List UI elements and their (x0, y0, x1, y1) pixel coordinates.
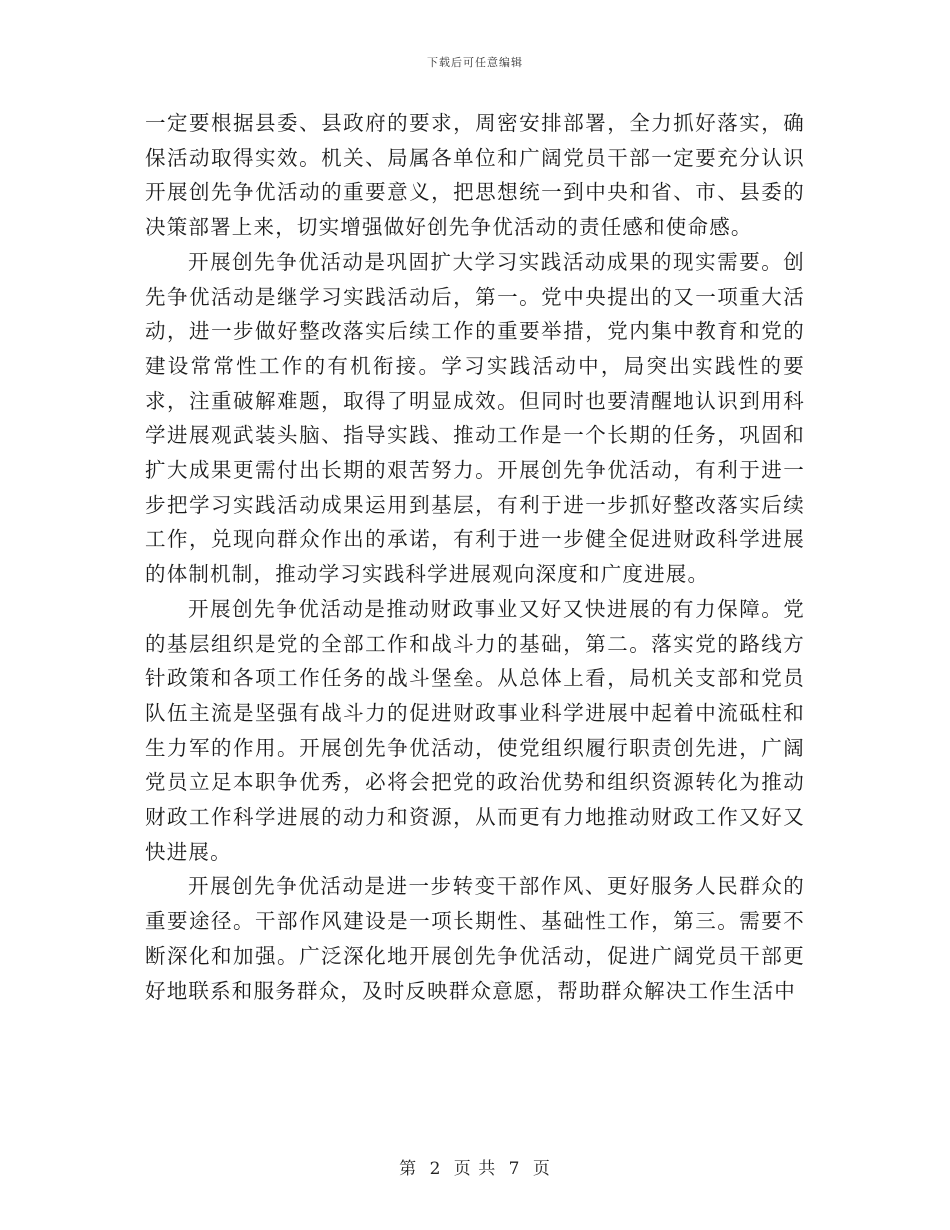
paragraph-4: 开展创先争优活动是进一步转变干部作风、更好服务人民群众的重要途径。干部作风建设是一项长期性、基础性工作，第三。需要不断深化和加强。广泛深化地开展创先争优活动，促进广阔党员干部更好地联系和服务群众，及时反映群众意愿，帮助群众解决工作生活中 (145, 874, 805, 1003)
page-mid-text: 页 共 (453, 1159, 497, 1179)
document-body (145, 106, 805, 1008)
total-pages-number: 7 (508, 1159, 521, 1179)
page-prefix: 第 (399, 1159, 418, 1179)
header-note: 下载后可任意编辑 (427, 56, 523, 69)
paragraph-2: 开展创先争优活动是巩固扩大学习实践活动成果的现实需要。创先争优活动是继学习实践活动后，第一。党中央提出的又一项重大活动，进一步做好整改落实后续工作的重要举措，党内集中教育和党的建设常常性工作的有机衔接。学习实践活动中，局突出实践性的要求，注重破解难题，取得了明显成效。但同时也要清醒地认识到用科学进展观武装头脑、指导实践、推动工作是一个长期的任务，巩固和扩大成果更需付出长期的艰苦努力。开展创先争优活动，有利于进一步把学习实践活动成果运用到基层，有利于进一步抓好整改落实后续工作，兑现向群众作出的承诺，有利于进一步健全促进财政科学进展的体制机制，推动学习实践科学进展观向深度和广度进展。 (145, 249, 805, 587)
page-footer (0, 1154, 950, 1179)
paragraph-3: 开展创先争优活动是推动财政事业又好又快进展的有力保障。党的基层组织是党的全部工作和战斗力的基础，第二。落实党的路线方针政策和各项工作任务的战斗堡垒。从总体上看，局机关支部和党员队伍主流是坚强有战斗力的促进财政事业科学进展中起着中流砥柱和生力军的作用。开展创先争优活动，使党组织履行职责创先进，广阔党员立足本职争优秀，必将会把党的政治优势和组织资源转化为推动财政工作科学进展的动力和资源，从而更有力地推动财政工作又好又快进展。 (145, 596, 805, 864)
page-suffix: 页 (532, 1159, 551, 1179)
current-page-number: 2 (429, 1159, 442, 1179)
paragraph-1: 一定要根据县委、县政府的要求，周密安排部署，全力抓好落实，确保活动取得实效。机关、局属各单位和广阔党员干部一定要充分认识开展创先争优活动的重要意义，把思想统一到中央和省、市、县委的决策部署上来，切实增强做好创先争优活动的责任感和使命感。 (145, 111, 805, 240)
